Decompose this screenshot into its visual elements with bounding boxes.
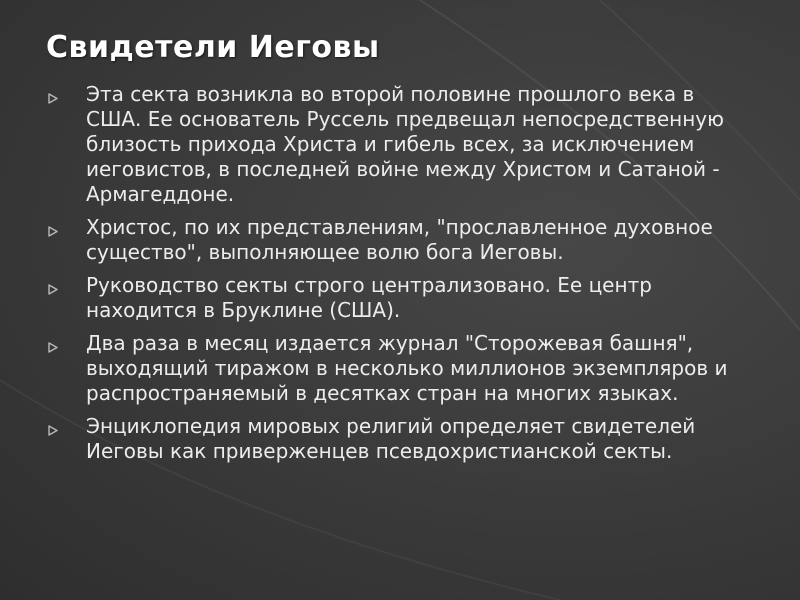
list-item xyxy=(48,331,753,406)
list-item xyxy=(48,215,753,265)
list-item xyxy=(48,273,753,323)
hollow-triangle-bullet-icon xyxy=(48,331,86,358)
slide-title: Свидетели Иеговы xyxy=(46,30,380,65)
list-item xyxy=(48,414,753,464)
hollow-triangle-bullet-icon xyxy=(48,273,86,300)
bullet-list xyxy=(48,82,753,472)
bullet-text: Руководство секты строго централизовано. Ее центр находится в Бруклине (США). xyxy=(86,273,652,322)
bullet-text: Два раза в месяц издается журнал "Сторожевая башня", выходящий тиражом в несколько миллионов экземпляров и распространяемый в десятках стран на многих языках. xyxy=(86,331,728,405)
bullet-text: Христос, по их представлениям, "прославленное духовное существо", выполняющее волю бога Иеговы. xyxy=(86,215,713,264)
hollow-triangle-bullet-icon xyxy=(48,82,86,109)
hollow-triangle-bullet-icon xyxy=(48,215,86,242)
bullet-text: Эта секта возникла во второй половине прошлого века в США. Ее основатель Руссель предвещал непосредственную близость прихода Христа и гибель всех, за исключением иеговистов, в последней войне между Христом и Сатаной - Армагеддоне. xyxy=(86,82,724,206)
hollow-triangle-bullet-icon xyxy=(48,414,86,441)
bullet-text: Энциклопедия мировых религий определяет свидетелей Иеговы как приверженцев псевдохристианской секты. xyxy=(86,414,696,463)
list-item xyxy=(48,82,753,207)
